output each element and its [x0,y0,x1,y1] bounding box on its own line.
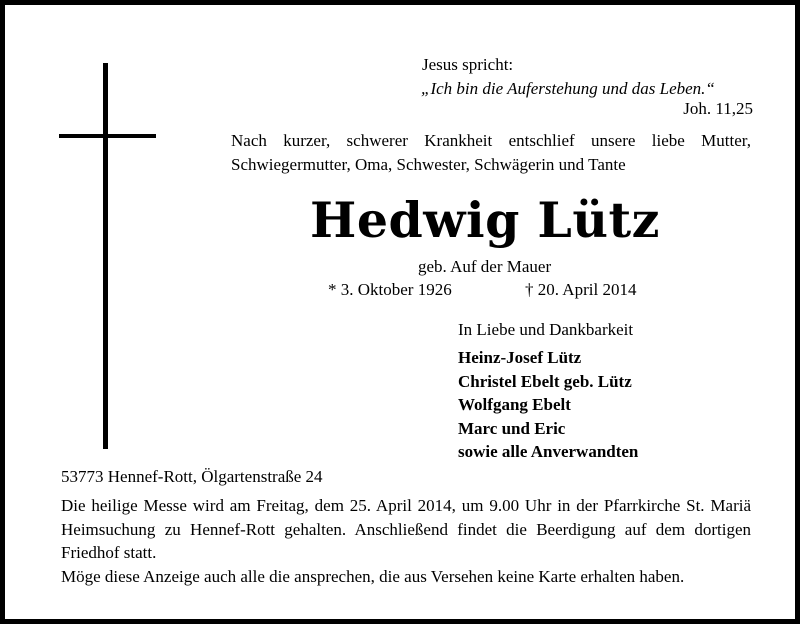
mourner-name: sowie alle Anverwandten [458,442,639,461]
cross-horizontal-bar [59,134,156,138]
cross-vertical-bar [103,63,108,449]
mourner-name: Wolfgang Ebelt [458,395,571,414]
funeral-paragraph: Die heilige Messe wird am Freitag, dem 25. April 2014, um 9.00 Uhr in der Pfarrkirche St. Mariä Heimsuchung zu Hennef-Rott gehalten. Anschließend findet die Beerdigung auf dem dortigen Friedhof statt. [61,496,751,562]
maiden-name: geb. Auf der Mauer [418,257,552,276]
family-address: 53773 Hennef-Rott, Ölgartenstraße 24 [61,467,323,486]
mourner-name: Heinz-Josef Lütz [458,348,582,367]
intro-text: Nach kurzer, schwerer Krankheit entschlief unsere liebe Mutter, Schwiegermutter, Oma, Schwester, Schwägerin und Tante [231,131,751,174]
funeral-note: Möge diese Anzeige auch alle die ansprechen, die aus Versehen keine Karte erhalten haben. [61,566,685,586]
birth-date: * 3. Oktober 1926 [328,280,452,299]
mourner-name: Marc und Eric [458,418,566,438]
verse-speaker: Jesus spricht: [422,55,514,74]
mourners-heading: In Liebe und Dankbarkeit [458,320,634,339]
deceased-name: Hedwig Lütz [310,191,660,249]
verse-reference: Joh. 11,25 [683,99,753,118]
death-date: † 20. April 2014 [525,280,637,299]
verse-quote: „Ich bin die Auferstehung und das Leben.“ [421,79,715,98]
funeral-info [61,494,751,588]
mourner-name: Christel Ebelt geb. Lütz [458,371,632,391]
mourners-list [458,346,638,464]
